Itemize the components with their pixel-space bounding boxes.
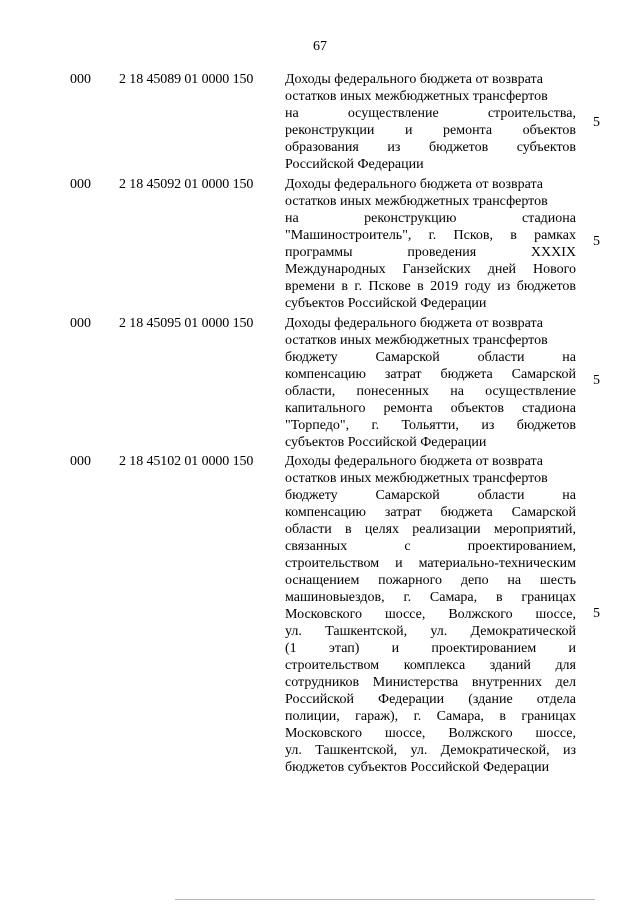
description-line: компенсацию затрат бюджета Самарской [285, 505, 576, 520]
description-line: субъектов Российской Федерации [285, 435, 487, 450]
bottom-divider [175, 899, 595, 900]
description-line: строительством комплекса зданий для [285, 658, 576, 673]
column-value: 5 [593, 373, 600, 388]
description-line: на реконструкцию стадиона [285, 211, 576, 226]
description-line: Доходы федерального бюджета от возврата [285, 177, 543, 192]
description-line: реконструкции и ремонта объектов [285, 123, 576, 138]
description-line: Российской Федерации (здание отдела [285, 692, 576, 707]
description-line: Доходы федерального бюджета от возврата [285, 72, 543, 87]
admin-code: 000 [70, 454, 91, 469]
description-line: бюджету Самарской области на [285, 350, 576, 365]
description-line: связанных с проектированием, [285, 539, 576, 554]
description-line: бюджету Самарской области на [285, 488, 576, 503]
description-line: строительством и материально-техническим [285, 556, 576, 571]
description-line: Доходы федерального бюджета от возврата [285, 454, 543, 469]
admin-code: 000 [70, 72, 91, 87]
description-line: ул. Ташкентской, ул. Демократической [285, 624, 576, 639]
income-description [285, 71, 576, 173]
description-line: Московского шоссе, Волжского шоссе, [285, 607, 576, 622]
description-line: области, понесенных на осуществление [285, 384, 576, 399]
description-line: субъектов Российской Федерации [285, 296, 487, 311]
description-line: остатков иных межбюджетных трансфертов [285, 89, 548, 104]
description-line: остатков иных межбюджетных трансфертов [285, 471, 548, 486]
income-description [285, 176, 576, 312]
description-line: "Машиностроитель", г. Псков, в рамках [285, 228, 576, 243]
kbk-code: 2 18 45089 01 0000 150 [119, 72, 254, 87]
description-line: остатков иных межбюджетных трансфертов [285, 194, 548, 209]
description-line: образования из бюджетов субъектов [285, 140, 576, 155]
description-line: Доходы федерального бюджета от возврата [285, 316, 543, 331]
description-line: ул. Ташкентской, ул. Демократической, из [285, 743, 576, 758]
column-value: 5 [593, 234, 600, 249]
income-description [285, 453, 576, 776]
kbk-code: 2 18 45095 01 0000 150 [119, 316, 254, 331]
description-line: времени в г. Пскове в 2019 году из бюджетов [285, 279, 576, 294]
page-number: 67 [313, 39, 327, 54]
description-line: остатков иных межбюджетных трансфертов [285, 333, 548, 348]
column-value: 5 [593, 115, 600, 130]
description-line: Международных Ганзейских дней Нового [285, 262, 576, 277]
description-line: Московского шоссе, Волжского шоссе, [285, 726, 576, 741]
column-value: 5 [593, 606, 600, 621]
description-line: Российской Федерации [285, 157, 424, 172]
description-line: "Торпедо", г. Тольятти, из бюджетов [285, 418, 576, 433]
admin-code: 000 [70, 316, 91, 331]
description-line: на осуществление строительства, [285, 106, 576, 121]
kbk-code: 2 18 45102 01 0000 150 [119, 454, 254, 469]
description-line: сотрудников Министерства внутренних дел [285, 675, 576, 690]
description-line: бюджетов субъектов Российской Федерации [285, 760, 550, 775]
admin-code: 000 [70, 177, 91, 192]
description-line: оснащением пожарного депо на шесть [285, 573, 576, 588]
income-description [285, 315, 576, 451]
description-line: компенсацию затрат бюджета Самарской [285, 367, 576, 382]
description-line: (1 этап) и проектированием и [285, 641, 576, 656]
description-line: области в целях реализации мероприятий, [285, 522, 576, 537]
kbk-code: 2 18 45092 01 0000 150 [119, 177, 254, 192]
description-line: полиции, гараж), г. Самара, в границах [285, 709, 576, 724]
description-line: программы проведения XXXIX [285, 245, 576, 260]
description-line: машиновыездов, г. Самара, в границах [285, 590, 576, 605]
description-line: капитального ремонта объектов стадиона [285, 401, 576, 416]
